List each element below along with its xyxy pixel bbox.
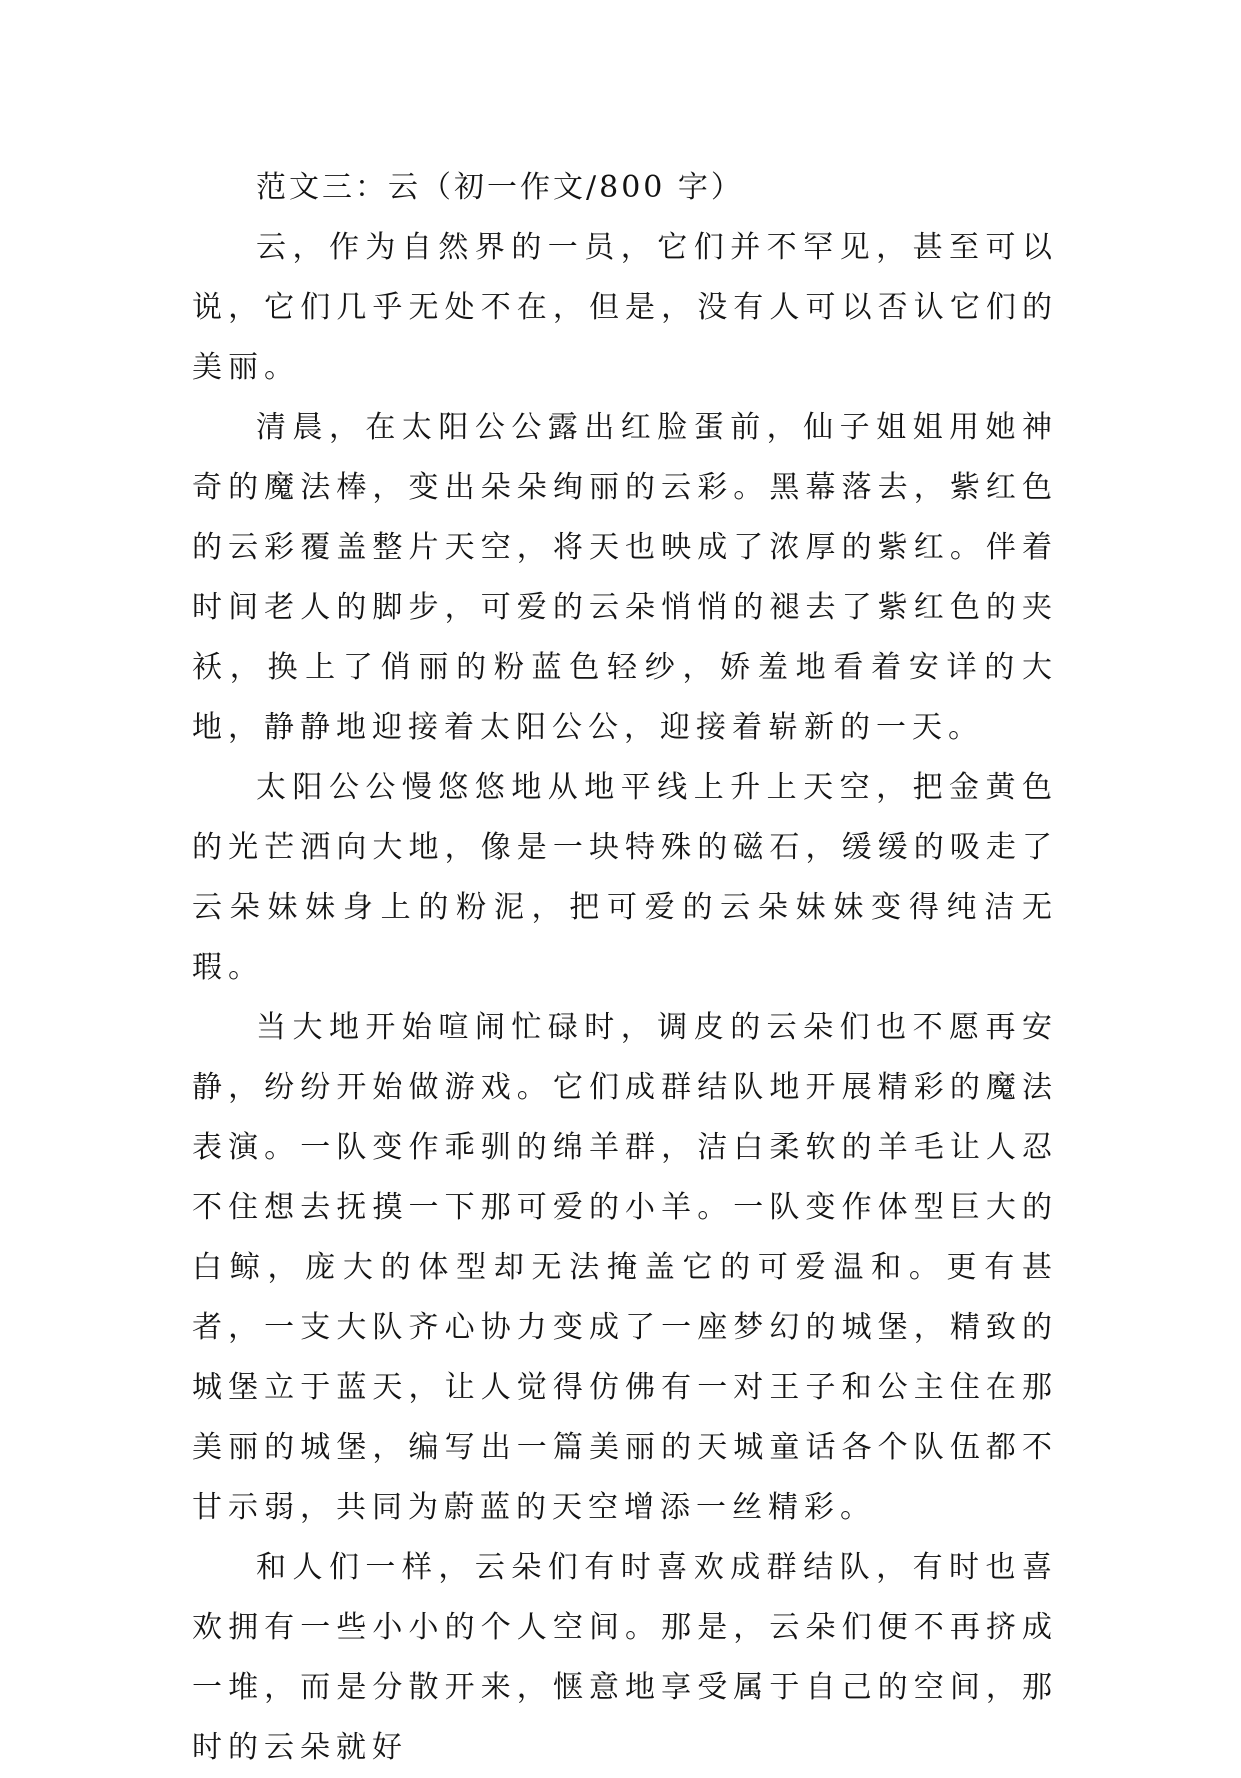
paragraph-4: 当大地开始喧闹忙碌时，调皮的云朵们也不愿再安静，纷纷开始做游戏。它们成群结队地开展精彩的魔法表演。一队变作乖驯的绵羊群，洁白柔软的羊毛让人忍不住想去抚摸一下那可爱的小羊。一队变作体型巨大的白鲸，庞大的体型却无法掩盖它的可爱温和。更有甚者，一支大队齐心协力变成了一座梦幻的城堡，精致的城堡立于蓝天，让人觉得仿佛有一对王子和公主住在那美丽的城堡，编写出一篇美丽的天城童话各个队伍都不甘示弱，共同为蔚蓝的天空增添一丝精彩。 bbox=[192, 1010, 1058, 1525]
paragraph-3: 太阳公公慢悠悠地从地平线上升上天空，把金黄色的光芒洒向大地，像是一块特殊的磁石，缓缓的吸走了云朵妹妹身上的粉泥，把可爱的云朵妹妹变得纯洁无瑕。 bbox=[192, 770, 1058, 985]
document-body bbox=[192, 158, 1058, 1778]
paragraph-1: 云，作为自然界的一员，它们并不罕见，甚至可以说，它们几乎无处不在，但是，没有人可以否认它们的美丽。 bbox=[192, 230, 1058, 385]
paragraph-5: 和人们一样，云朵们有时喜欢成群结队，有时也喜欢拥有一些小小的个人空间。那是，云朵们便不再挤成一堆，而是分散开来，惬意地享受属于自己的空间，那时的云朵就好 bbox=[192, 1550, 1058, 1765]
paragraph-2: 清晨，在太阳公公露出红脸蛋前，仙子姐姐用她神奇的魔法棒，变出朵朵绚丽的云彩。黑幕落去，紫红色的云彩覆盖整片天空，将天也映成了浓厚的紫红。伴着时间老人的脚步，可爱的云朵悄悄的褪去了紫红色的夹袄，换上了俏丽的粉蓝色轻纱，娇羞地看着安详的大地，静静地迎接着太阳公公，迎接着崭新的一天。 bbox=[192, 410, 1058, 745]
essay-title: 范文三：云（初一作文/800 字） bbox=[256, 170, 744, 205]
